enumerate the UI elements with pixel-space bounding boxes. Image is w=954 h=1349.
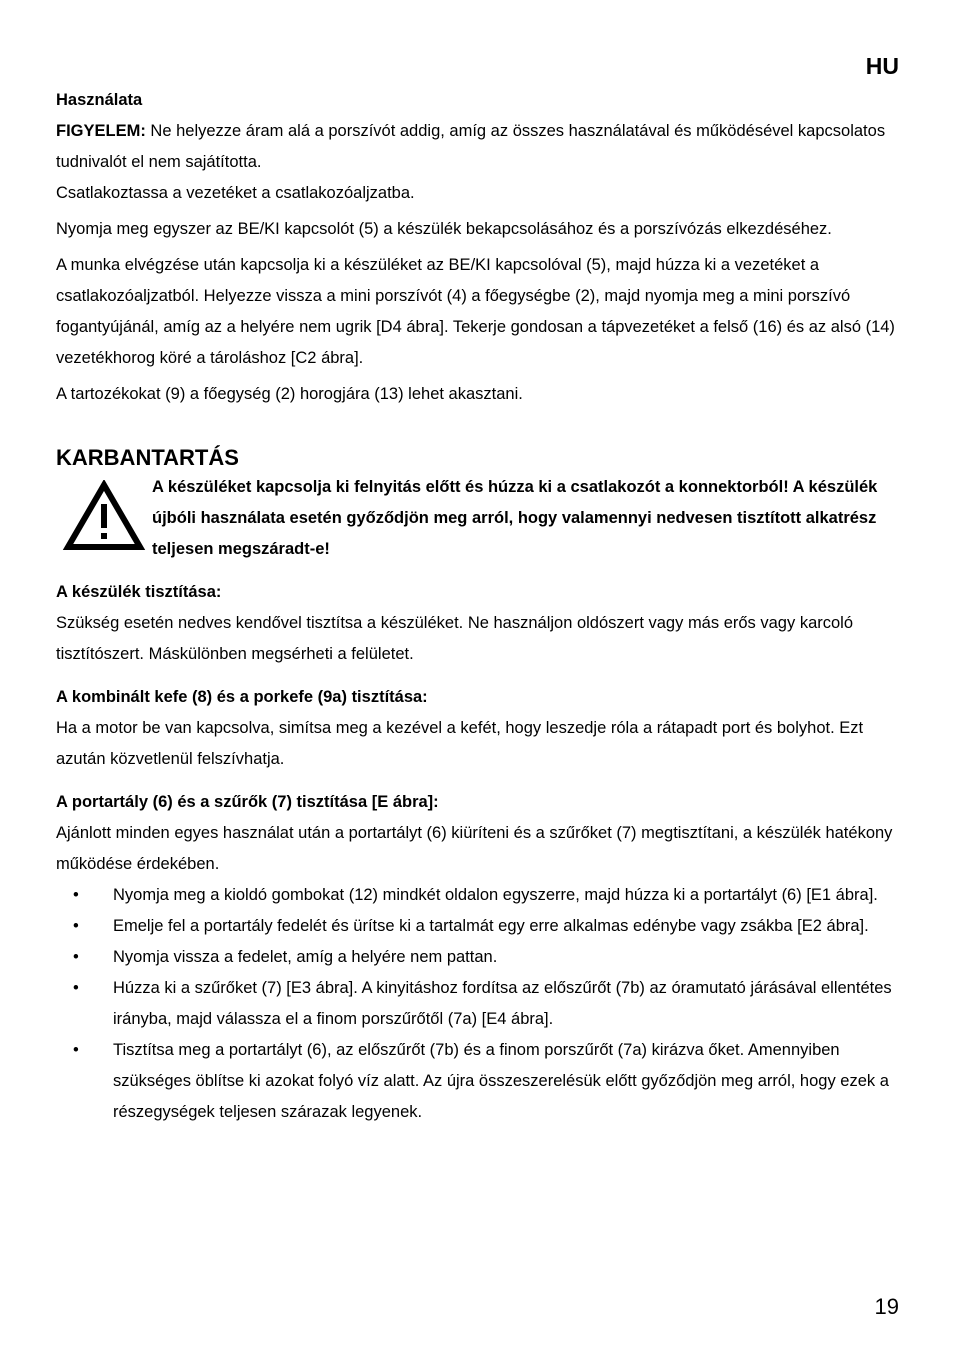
maintenance-heading: KARBANTARTÁS [56, 445, 239, 470]
page-number: 19 [874, 1294, 899, 1319]
usage-paragraph-2: Nyomja meg egyszer az BE/KI kapcsolót (5) a készülék bekapcsolásához és a porszívózás elkezdéséhez. [56, 220, 832, 238]
usage-warning [56, 116, 906, 178]
list-item: • Tisztítsa meg a portartályt (6), az előszűrőt (7b) és a finom porszűrőt (7a) kirázva őket. Amennyiben szükséges öblítse ki azokat folyó víz alatt. Az újra összeszerelésük előtt győződjön meg arról, hogy ezek a részegységek teljesen szárazak legyenek. [56, 1035, 906, 1128]
warning-triangle-icon [56, 480, 152, 552]
cleaning-steps-list [56, 880, 906, 1128]
usage-paragraph-4: A tartozékokat (9) a főegység (2) horogjára (13) lehet akasztani. [56, 385, 523, 403]
brush-clean-heading: A kombinált kefe (8) és a porkefe (9a) tisztítása: [56, 688, 428, 706]
usage-heading: Használata [56, 91, 143, 109]
usage-paragraph-3: A munka elvégzése után kapcsolja ki a készüléket az BE/KI kapcsolóval (5), majd húzza ki a vezetéket a csatlakozóaljzatból. Helyezze vissza a mini porszívót (4) a főegységbe (2), majd nyomja meg a mini porszívó fogantyújánál, amíg az a helyére nem ugrik [D4 ábra]. Tekerje gondosan a tápvezetéket a felső (16) és az alsó (14) vezetékhorog köré a tároláshoz [C2 ábra]. [56, 256, 895, 367]
list-item: • Nyomja vissza a fedelet, amíg a helyére nem pattan. [56, 942, 906, 973]
usage-paragraph-1: Csatlakoztassa a vezetéket a csatlakozóaljzatba. [56, 184, 415, 202]
list-item: • Nyomja meg a kioldó gombokat (12) mindkét oldalon egyszerre, majd húzza ki a portartályt (6) [E1 ábra]. [56, 880, 906, 911]
language-code: HU [865, 53, 899, 79]
brush-clean-text: Ha a motor be van kapcsolva, simítsa meg a kezével a kefét, hogy leszedje róla a rátapadt port és bolyhot. Ezt azután közvetlenül felszívhatja. [56, 719, 864, 768]
page-content [56, 85, 906, 1128]
device-clean-text: Szükség esetén nedves kendővel tisztítsa a készüléket. Ne használjon oldószert vagy más erős vagy karcoló tisztítószert. Máskülönben megsérheti a felületet. [56, 614, 854, 663]
list-item: • Emelje fel a portartály fedelét és ürítse ki a tartalmát egy erre alkalmas edénybe vagy zsákba [E2 ábra]. [56, 911, 906, 942]
container-clean-text: Ajánlott minden egyes használat után a portartályt (6) kiüríteni és a szűrőket (7) megtisztítani, a készülék hatékony működése érdekében. [56, 824, 893, 873]
container-clean-heading: A portartály (6) és a szűrők (7) tisztítása [E ábra]: [56, 793, 439, 811]
warning-text: Ne helyezze áram alá a porszívót addig, amíg az összes használatával és működésével kapcsolatos tudnivalót el nem sajátította. [56, 122, 886, 171]
maintenance-warning-block [56, 472, 906, 565]
list-item: • Húzza ki a szűrőket (7) [E3 ábra]. A kinyitáshoz fordítsa az előszűrőt (7b) az óramutató járásával ellentétes irányba, majd válassza el a finom porszűrőtől (7a) [E4 ábra]. [56, 973, 906, 1035]
warning-label: FIGYELEM: [56, 122, 146, 140]
maintenance-warning-text: A készüléket kapcsolja ki felnyitás előtt és húzza ki a csatlakozót a konnektorból! A készülék újbóli használata esetén győződjön meg arról, hogy valamennyi nedvesen tisztított alkatrész teljesen megszáradt-e! [152, 478, 878, 558]
device-clean-heading: A készülék tisztítása: [56, 583, 222, 601]
